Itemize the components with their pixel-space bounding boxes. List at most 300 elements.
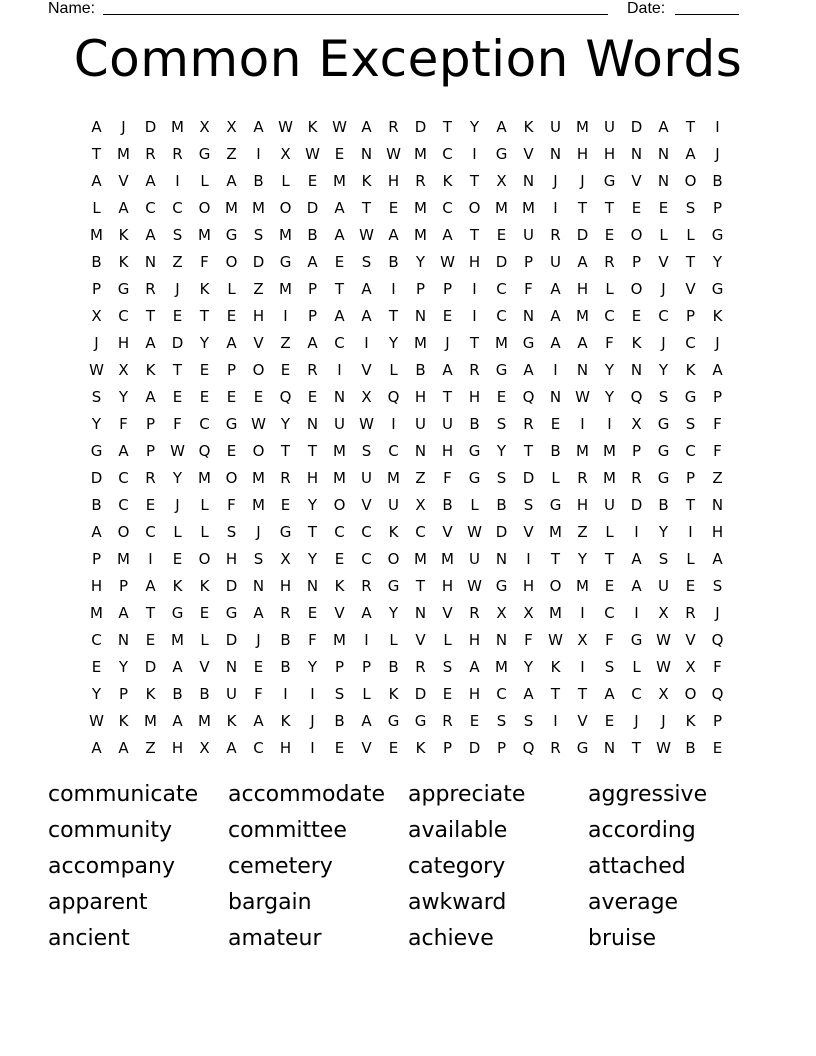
grid-letter[interactable]: L (470, 495, 479, 514)
grid-letter[interactable]: F (200, 252, 209, 271)
grid-letter[interactable]: L (389, 630, 398, 649)
grid-letter[interactable]: R (442, 711, 453, 730)
grid-letter[interactable]: A (361, 279, 372, 298)
grid-letter[interactable]: I (634, 603, 639, 622)
grid-letter[interactable]: J (175, 279, 180, 298)
grid-letter[interactable]: Y (577, 549, 588, 568)
grid-letter[interactable]: H (576, 144, 589, 163)
grid-letter[interactable]: K (145, 684, 156, 703)
grid-letter[interactable]: T (361, 198, 372, 217)
grid-letter[interactable]: V (361, 495, 372, 514)
grid-letter[interactable]: L (551, 468, 560, 487)
grid-letter[interactable]: F (713, 657, 722, 676)
grid-letter[interactable]: V (685, 279, 696, 298)
grid-letter[interactable]: M (441, 549, 454, 568)
grid-letter[interactable]: T (577, 198, 588, 217)
grid-letter[interactable]: A (361, 603, 372, 622)
grid-letter[interactable]: G (657, 468, 670, 487)
grid-letter[interactable]: Y (172, 468, 183, 487)
grid-letter[interactable]: L (92, 198, 101, 217)
grid-letter[interactable]: J (175, 495, 180, 514)
grid-letter[interactable]: O (252, 441, 265, 460)
grid-letter[interactable]: P (442, 279, 453, 298)
grid-letter[interactable]: Q (630, 387, 643, 406)
grid-letter[interactable]: E (307, 387, 318, 406)
grid-letter[interactable]: N (117, 630, 130, 649)
grid-letter[interactable]: P (685, 306, 696, 325)
grid-letter[interactable]: L (605, 279, 614, 298)
grid-letter[interactable]: I (580, 657, 585, 676)
grid-letter[interactable]: Z (226, 144, 237, 163)
grid-letter[interactable]: W (170, 441, 185, 460)
grid-letter[interactable]: N (333, 387, 346, 406)
grid-letter[interactable]: G (522, 333, 535, 352)
grid-letter[interactable]: J (715, 144, 720, 163)
grid-letter[interactable]: J (661, 279, 666, 298)
grid-letter[interactable]: F (173, 414, 182, 433)
grid-letter[interactable]: E (280, 495, 291, 514)
grid-letter[interactable]: K (145, 360, 156, 379)
grid-letter[interactable]: R (631, 468, 642, 487)
grid-letter[interactable]: W (656, 630, 671, 649)
grid-letter[interactable]: E (658, 198, 669, 217)
grid-letter[interactable]: M (117, 144, 130, 163)
grid-letter[interactable]: L (173, 522, 182, 541)
grid-letter[interactable]: G (414, 711, 427, 730)
grid-letter[interactable]: W (89, 360, 104, 379)
grid-letter[interactable]: E (226, 441, 237, 460)
grid-letter[interactable]: H (711, 522, 724, 541)
grid-letter[interactable]: F (605, 333, 614, 352)
grid-letter[interactable]: G (468, 441, 481, 460)
grid-letter[interactable]: O (549, 576, 562, 595)
grid-letter[interactable]: K (685, 711, 696, 730)
grid-letter[interactable]: R (469, 360, 480, 379)
grid-letter[interactable]: K (415, 738, 426, 757)
grid-letter[interactable]: H (279, 576, 292, 595)
grid-letter[interactable]: D (495, 252, 508, 271)
grid-letter[interactable]: A (172, 657, 183, 676)
grid-letter[interactable]: O (684, 171, 697, 190)
grid-letter[interactable]: N (414, 306, 427, 325)
grid-letter[interactable]: M (576, 576, 589, 595)
grid-letter[interactable]: U (415, 414, 426, 433)
grid-letter[interactable]: L (659, 225, 668, 244)
grid-letter[interactable]: D (468, 738, 481, 757)
grid-letter[interactable]: T (280, 441, 291, 460)
grid-letter[interactable]: C (118, 468, 129, 487)
grid-letter[interactable]: A (226, 333, 237, 352)
grid-letter[interactable]: B (658, 495, 669, 514)
grid-letter[interactable]: T (469, 171, 480, 190)
grid-letter[interactable]: O (252, 360, 265, 379)
grid-letter[interactable]: Z (577, 522, 588, 541)
grid-letter[interactable]: L (200, 171, 209, 190)
grid-letter[interactable]: A (145, 387, 156, 406)
grid-letter[interactable]: F (443, 468, 452, 487)
grid-letter[interactable]: P (334, 657, 345, 676)
grid-letter[interactable]: A (469, 657, 480, 676)
grid-letter[interactable]: H (576, 279, 589, 298)
grid-letter[interactable]: K (523, 117, 534, 136)
grid-letter[interactable]: G (711, 225, 724, 244)
grid-letter[interactable]: S (253, 225, 264, 244)
grid-letter[interactable]: B (712, 171, 723, 190)
grid-letter[interactable]: X (118, 360, 129, 379)
grid-letter[interactable]: L (443, 630, 452, 649)
grid-letter[interactable]: W (89, 711, 104, 730)
grid-letter[interactable]: D (630, 117, 643, 136)
grid-letter[interactable]: Q (711, 684, 724, 703)
grid-letter[interactable]: G (630, 630, 643, 649)
grid-letter[interactable]: C (496, 306, 507, 325)
grid-letter[interactable]: A (145, 225, 156, 244)
grid-letter[interactable]: R (577, 468, 588, 487)
grid-letter[interactable]: C (145, 522, 156, 541)
grid-letter[interactable]: G (387, 576, 400, 595)
grid-letter[interactable]: O (387, 549, 400, 568)
grid-letter[interactable]: E (496, 387, 507, 406)
grid-letter[interactable]: R (280, 468, 291, 487)
grid-letter[interactable]: R (145, 144, 156, 163)
grid-letter[interactable]: Y (118, 387, 129, 406)
grid-letter[interactable]: R (550, 225, 561, 244)
grid-letter[interactable]: M (90, 225, 103, 244)
grid-letter[interactable]: A (91, 171, 102, 190)
grid-letter[interactable]: A (226, 171, 237, 190)
grid-letter[interactable]: V (523, 144, 534, 163)
grid-letter[interactable]: T (334, 279, 345, 298)
grid-letter[interactable]: M (117, 549, 130, 568)
grid-letter[interactable]: A (442, 225, 453, 244)
grid-letter[interactable]: L (686, 549, 695, 568)
grid-letter[interactable]: N (252, 576, 265, 595)
grid-letter[interactable]: B (550, 441, 561, 460)
grid-letter[interactable]: V (253, 333, 264, 352)
grid-letter[interactable]: I (391, 279, 396, 298)
grid-letter[interactable]: A (145, 333, 156, 352)
grid-letter[interactable]: G (495, 144, 508, 163)
grid-letter[interactable]: T (415, 576, 426, 595)
grid-letter[interactable]: Y (307, 495, 318, 514)
grid-letter[interactable]: A (577, 252, 588, 271)
grid-letter[interactable]: C (442, 144, 453, 163)
grid-letter[interactable]: G (387, 711, 400, 730)
grid-letter[interactable]: C (145, 198, 156, 217)
grid-letter[interactable]: O (225, 252, 238, 271)
grid-letter[interactable]: E (226, 387, 237, 406)
grid-letter[interactable]: M (198, 468, 211, 487)
grid-letter[interactable]: B (442, 495, 453, 514)
grid-letter[interactable]: C (118, 495, 129, 514)
name-blank-line[interactable] (103, 14, 608, 15)
grid-letter[interactable]: C (388, 441, 399, 460)
grid-letter[interactable]: E (442, 306, 453, 325)
grid-letter[interactable]: B (199, 684, 210, 703)
grid-letter[interactable]: I (688, 522, 693, 541)
grid-letter[interactable]: P (145, 414, 156, 433)
grid-letter[interactable]: D (306, 198, 319, 217)
grid-letter[interactable]: J (256, 630, 261, 649)
grid-letter[interactable]: K (631, 333, 642, 352)
grid-letter[interactable]: X (658, 603, 669, 622)
grid-letter[interactable]: V (361, 360, 372, 379)
grid-letter[interactable]: W (278, 117, 293, 136)
grid-letter[interactable]: N (306, 414, 319, 433)
grid-letter[interactable]: A (226, 738, 237, 757)
grid-letter[interactable]: H (90, 576, 103, 595)
grid-letter[interactable]: A (307, 252, 318, 271)
grid-letter[interactable]: Y (523, 657, 534, 676)
grid-letter[interactable]: I (364, 333, 369, 352)
grid-letter[interactable]: V (415, 630, 426, 649)
grid-letter[interactable]: N (711, 495, 724, 514)
grid-letter[interactable]: I (310, 684, 315, 703)
grid-letter[interactable]: M (495, 657, 508, 676)
grid-letter[interactable]: P (685, 468, 696, 487)
grid-letter[interactable]: T (442, 117, 453, 136)
grid-letter[interactable]: Y (388, 333, 399, 352)
grid-letter[interactable]: E (145, 630, 156, 649)
grid-letter[interactable]: C (685, 441, 696, 460)
grid-letter[interactable]: P (712, 198, 723, 217)
grid-letter[interactable]: T (145, 603, 156, 622)
grid-letter[interactable]: X (685, 657, 696, 676)
grid-letter[interactable]: Y (604, 387, 615, 406)
grid-letter[interactable]: R (469, 603, 480, 622)
grid-letter[interactable]: M (414, 549, 427, 568)
grid-letter[interactable]: T (685, 495, 696, 514)
grid-letter[interactable]: C (442, 198, 453, 217)
grid-letter[interactable]: E (550, 414, 561, 433)
grid-letter[interactable]: Y (496, 441, 507, 460)
grid-letter[interactable]: L (227, 279, 236, 298)
grid-letter[interactable]: S (658, 549, 669, 568)
grid-letter[interactable]: U (334, 414, 345, 433)
grid-letter[interactable]: Z (415, 468, 426, 487)
grid-letter[interactable]: W (386, 144, 401, 163)
grid-letter[interactable]: U (550, 117, 561, 136)
grid-letter[interactable]: N (225, 657, 238, 676)
grid-letter[interactable]: A (253, 117, 264, 136)
grid-letter[interactable]: C (604, 306, 615, 325)
grid-letter[interactable]: T (172, 360, 183, 379)
grid-letter[interactable]: E (253, 387, 264, 406)
grid-letter[interactable]: A (361, 117, 372, 136)
grid-letter[interactable]: I (553, 198, 558, 217)
grid-letter[interactable]: K (172, 576, 183, 595)
grid-letter[interactable]: C (685, 333, 696, 352)
grid-letter[interactable]: A (334, 198, 345, 217)
grid-letter[interactable]: C (496, 684, 507, 703)
grid-letter[interactable]: D (144, 117, 157, 136)
grid-letter[interactable]: H (225, 549, 238, 568)
grid-letter[interactable]: Y (118, 657, 129, 676)
grid-letter[interactable]: M (414, 225, 427, 244)
grid-letter[interactable]: P (118, 576, 129, 595)
grid-letter[interactable]: A (118, 603, 129, 622)
grid-letter[interactable]: I (634, 522, 639, 541)
grid-letter[interactable]: F (713, 414, 722, 433)
grid-letter[interactable]: U (442, 414, 453, 433)
grid-letter[interactable]: C (361, 549, 372, 568)
grid-letter[interactable]: E (253, 657, 264, 676)
grid-letter[interactable]: Y (280, 414, 291, 433)
grid-letter[interactable]: I (715, 117, 720, 136)
grid-letter[interactable]: T (550, 549, 561, 568)
grid-letter[interactable]: R (685, 603, 696, 622)
grid-letter[interactable]: D (522, 468, 535, 487)
grid-letter[interactable]: R (415, 657, 426, 676)
grid-letter[interactable]: B (469, 414, 480, 433)
grid-letter[interactable]: A (361, 711, 372, 730)
grid-letter[interactable]: G (657, 441, 670, 460)
grid-letter[interactable]: V (118, 171, 129, 190)
grid-letter[interactable]: I (283, 306, 288, 325)
grid-letter[interactable]: M (603, 441, 616, 460)
grid-letter[interactable]: A (91, 738, 102, 757)
grid-letter[interactable]: M (603, 468, 616, 487)
grid-letter[interactable]: M (198, 711, 211, 730)
grid-letter[interactable]: R (280, 603, 291, 622)
grid-letter[interactable]: E (334, 549, 345, 568)
grid-letter[interactable]: E (604, 576, 615, 595)
grid-letter[interactable]: H (522, 576, 535, 595)
grid-letter[interactable]: T (577, 684, 588, 703)
grid-letter[interactable]: R (145, 468, 156, 487)
grid-letter[interactable]: N (414, 603, 427, 622)
grid-letter[interactable]: S (496, 711, 507, 730)
grid-letter[interactable]: Y (658, 522, 669, 541)
grid-letter[interactable]: Y (91, 684, 102, 703)
grid-letter[interactable]: W (305, 144, 320, 163)
grid-letter[interactable]: M (279, 225, 292, 244)
grid-letter[interactable]: E (172, 387, 183, 406)
grid-letter[interactable]: D (144, 657, 157, 676)
grid-letter[interactable]: T (685, 117, 696, 136)
grid-letter[interactable]: S (496, 468, 507, 487)
grid-letter[interactable]: F (713, 441, 722, 460)
grid-letter[interactable]: A (334, 306, 345, 325)
grid-letter[interactable]: N (144, 252, 157, 271)
grid-letter[interactable]: E (334, 144, 345, 163)
grid-letter[interactable]: I (472, 279, 477, 298)
grid-letter[interactable]: K (442, 171, 453, 190)
grid-letter[interactable]: R (145, 279, 156, 298)
grid-letter[interactable]: H (171, 738, 184, 757)
grid-letter[interactable]: W (440, 252, 455, 271)
grid-letter[interactable]: I (553, 360, 558, 379)
grid-letter[interactable]: M (333, 468, 346, 487)
grid-letter[interactable]: G (90, 441, 103, 460)
grid-letter[interactable]: H (306, 468, 319, 487)
grid-letter[interactable]: I (472, 144, 477, 163)
grid-letter[interactable]: M (576, 441, 589, 460)
grid-letter[interactable]: S (685, 198, 696, 217)
grid-letter[interactable]: H (468, 252, 481, 271)
grid-letter[interactable]: Z (145, 738, 156, 757)
grid-letter[interactable]: O (630, 225, 643, 244)
grid-letter[interactable]: E (604, 225, 615, 244)
grid-letter[interactable]: N (576, 360, 589, 379)
grid-letter[interactable]: A (118, 441, 129, 460)
grid-letter[interactable]: Z (253, 279, 264, 298)
grid-letter[interactable]: S (523, 495, 534, 514)
grid-letter[interactable]: U (226, 684, 237, 703)
grid-letter[interactable]: I (310, 738, 315, 757)
grid-letter[interactable]: Y (307, 657, 318, 676)
grid-letter[interactable]: T (550, 684, 561, 703)
grid-letter[interactable]: I (391, 414, 396, 433)
grid-letter[interactable]: L (281, 171, 290, 190)
grid-letter[interactable]: A (361, 306, 372, 325)
grid-letter[interactable]: Y (712, 252, 723, 271)
grid-letter[interactable]: T (199, 306, 210, 325)
grid-letter[interactable]: T (604, 198, 615, 217)
grid-letter[interactable]: E (496, 225, 507, 244)
grid-letter[interactable]: L (389, 360, 398, 379)
grid-letter[interactable]: A (604, 684, 615, 703)
grid-letter[interactable]: E (388, 738, 399, 757)
grid-letter[interactable]: Z (280, 333, 291, 352)
grid-letter[interactable]: M (576, 306, 589, 325)
grid-letter[interactable]: B (496, 495, 507, 514)
grid-letter[interactable]: E (226, 306, 237, 325)
grid-letter[interactable]: K (685, 360, 696, 379)
grid-letter[interactable]: E (172, 549, 183, 568)
grid-letter[interactable]: A (334, 225, 345, 244)
grid-letter[interactable]: J (715, 603, 720, 622)
grid-letter[interactable]: E (631, 198, 642, 217)
grid-letter[interactable]: H (387, 171, 400, 190)
grid-letter[interactable]: J (553, 171, 558, 190)
grid-letter[interactable]: N (549, 387, 562, 406)
grid-letter[interactable]: M (144, 711, 157, 730)
grid-letter[interactable]: R (550, 738, 561, 757)
grid-letter[interactable]: C (496, 279, 507, 298)
grid-letter[interactable]: O (198, 198, 211, 217)
grid-letter[interactable]: E (685, 576, 696, 595)
grid-letter[interactable]: N (414, 441, 427, 460)
grid-letter[interactable]: S (442, 657, 453, 676)
grid-letter[interactable]: F (119, 414, 128, 433)
grid-letter[interactable]: K (199, 576, 210, 595)
grid-letter[interactable]: J (121, 117, 126, 136)
grid-letter[interactable]: S (172, 225, 183, 244)
grid-letter[interactable]: G (549, 495, 562, 514)
grid-letter[interactable]: A (388, 225, 399, 244)
grid-letter[interactable]: M (225, 198, 238, 217)
grid-letter[interactable]: S (496, 414, 507, 433)
grid-letter[interactable]: K (199, 279, 210, 298)
grid-letter[interactable]: V (361, 738, 372, 757)
grid-letter[interactable]: M (387, 468, 400, 487)
grid-letter[interactable]: A (685, 144, 696, 163)
grid-letter[interactable]: U (361, 468, 372, 487)
grid-letter[interactable]: K (334, 576, 345, 595)
grid-letter[interactable]: I (337, 360, 342, 379)
grid-letter[interactable]: T (91, 144, 102, 163)
grid-letter[interactable]: M (414, 144, 427, 163)
grid-letter[interactable]: E (199, 387, 210, 406)
grid-letter[interactable]: J (661, 333, 666, 352)
grid-letter[interactable]: J (445, 333, 450, 352)
grid-letter[interactable]: L (200, 495, 209, 514)
grid-letter[interactable]: N (495, 549, 508, 568)
grid-letter[interactable]: S (226, 522, 237, 541)
grid-letter[interactable]: J (634, 711, 639, 730)
grid-letter[interactable]: M (333, 630, 346, 649)
